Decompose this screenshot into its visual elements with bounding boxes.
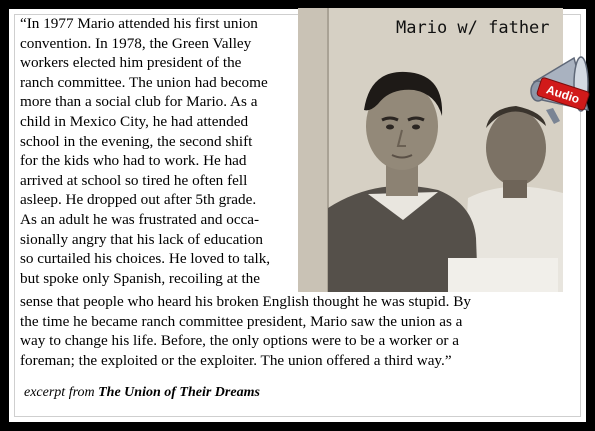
quote-line: but spoke only Spanish, recoiling at the [20, 269, 261, 287]
quote-line: child in Mexico City, he had attended [20, 112, 249, 130]
quote-line: school in the evening, the second shift [20, 132, 253, 150]
photo-illustration [298, 8, 563, 292]
quote-column-text [20, 14, 296, 288]
source-citation [24, 385, 260, 401]
quote-line: sense that people who heard his broken English thought he was stupid. By [20, 293, 471, 310]
quote-line: sionally angry that his lack of education [20, 230, 263, 248]
quote-line: way to change his life. Before, the only options were to be a worker or a [20, 332, 460, 350]
quote-line: ranch committee. The union had become [20, 73, 268, 91]
photo-mario-with-father [298, 8, 563, 292]
audio-megaphone-button[interactable] [512, 52, 595, 132]
quote-line: workers elected him president of the [20, 54, 242, 72]
quote-line: arrived at school so tired he often fell [20, 171, 248, 189]
audio-label: Audio [544, 82, 582, 107]
quote-full-width-text [20, 292, 580, 370]
quote-line: for the kids who had to work. He had [20, 152, 247, 170]
book-title: The Union of Their Dreams [98, 385, 260, 400]
quote-line: more than a social club for Mario. As a [20, 93, 258, 111]
source-prefix: excerpt from [24, 385, 99, 400]
photo-caption: Mario w/ father [396, 18, 550, 38]
quote-line: so curtailed his choices. He loved to talk, [20, 250, 271, 268]
quote-line: foreman; the exploited or the exploiter. The union offered a third way.” [20, 351, 452, 369]
quote-line: asleep. He dropped out after 5th grade. [20, 191, 257, 209]
quote-line: As an adult he was frustrated and occa- [20, 210, 260, 228]
quote-line: “In 1977 Mario attended his first union [20, 15, 258, 32]
quote-line: convention. In 1978, the Green Valley [20, 34, 252, 52]
megaphone-icon [512, 52, 595, 132]
quote-line: the time he became ranch committee president, Mario saw the union as a [20, 312, 463, 330]
